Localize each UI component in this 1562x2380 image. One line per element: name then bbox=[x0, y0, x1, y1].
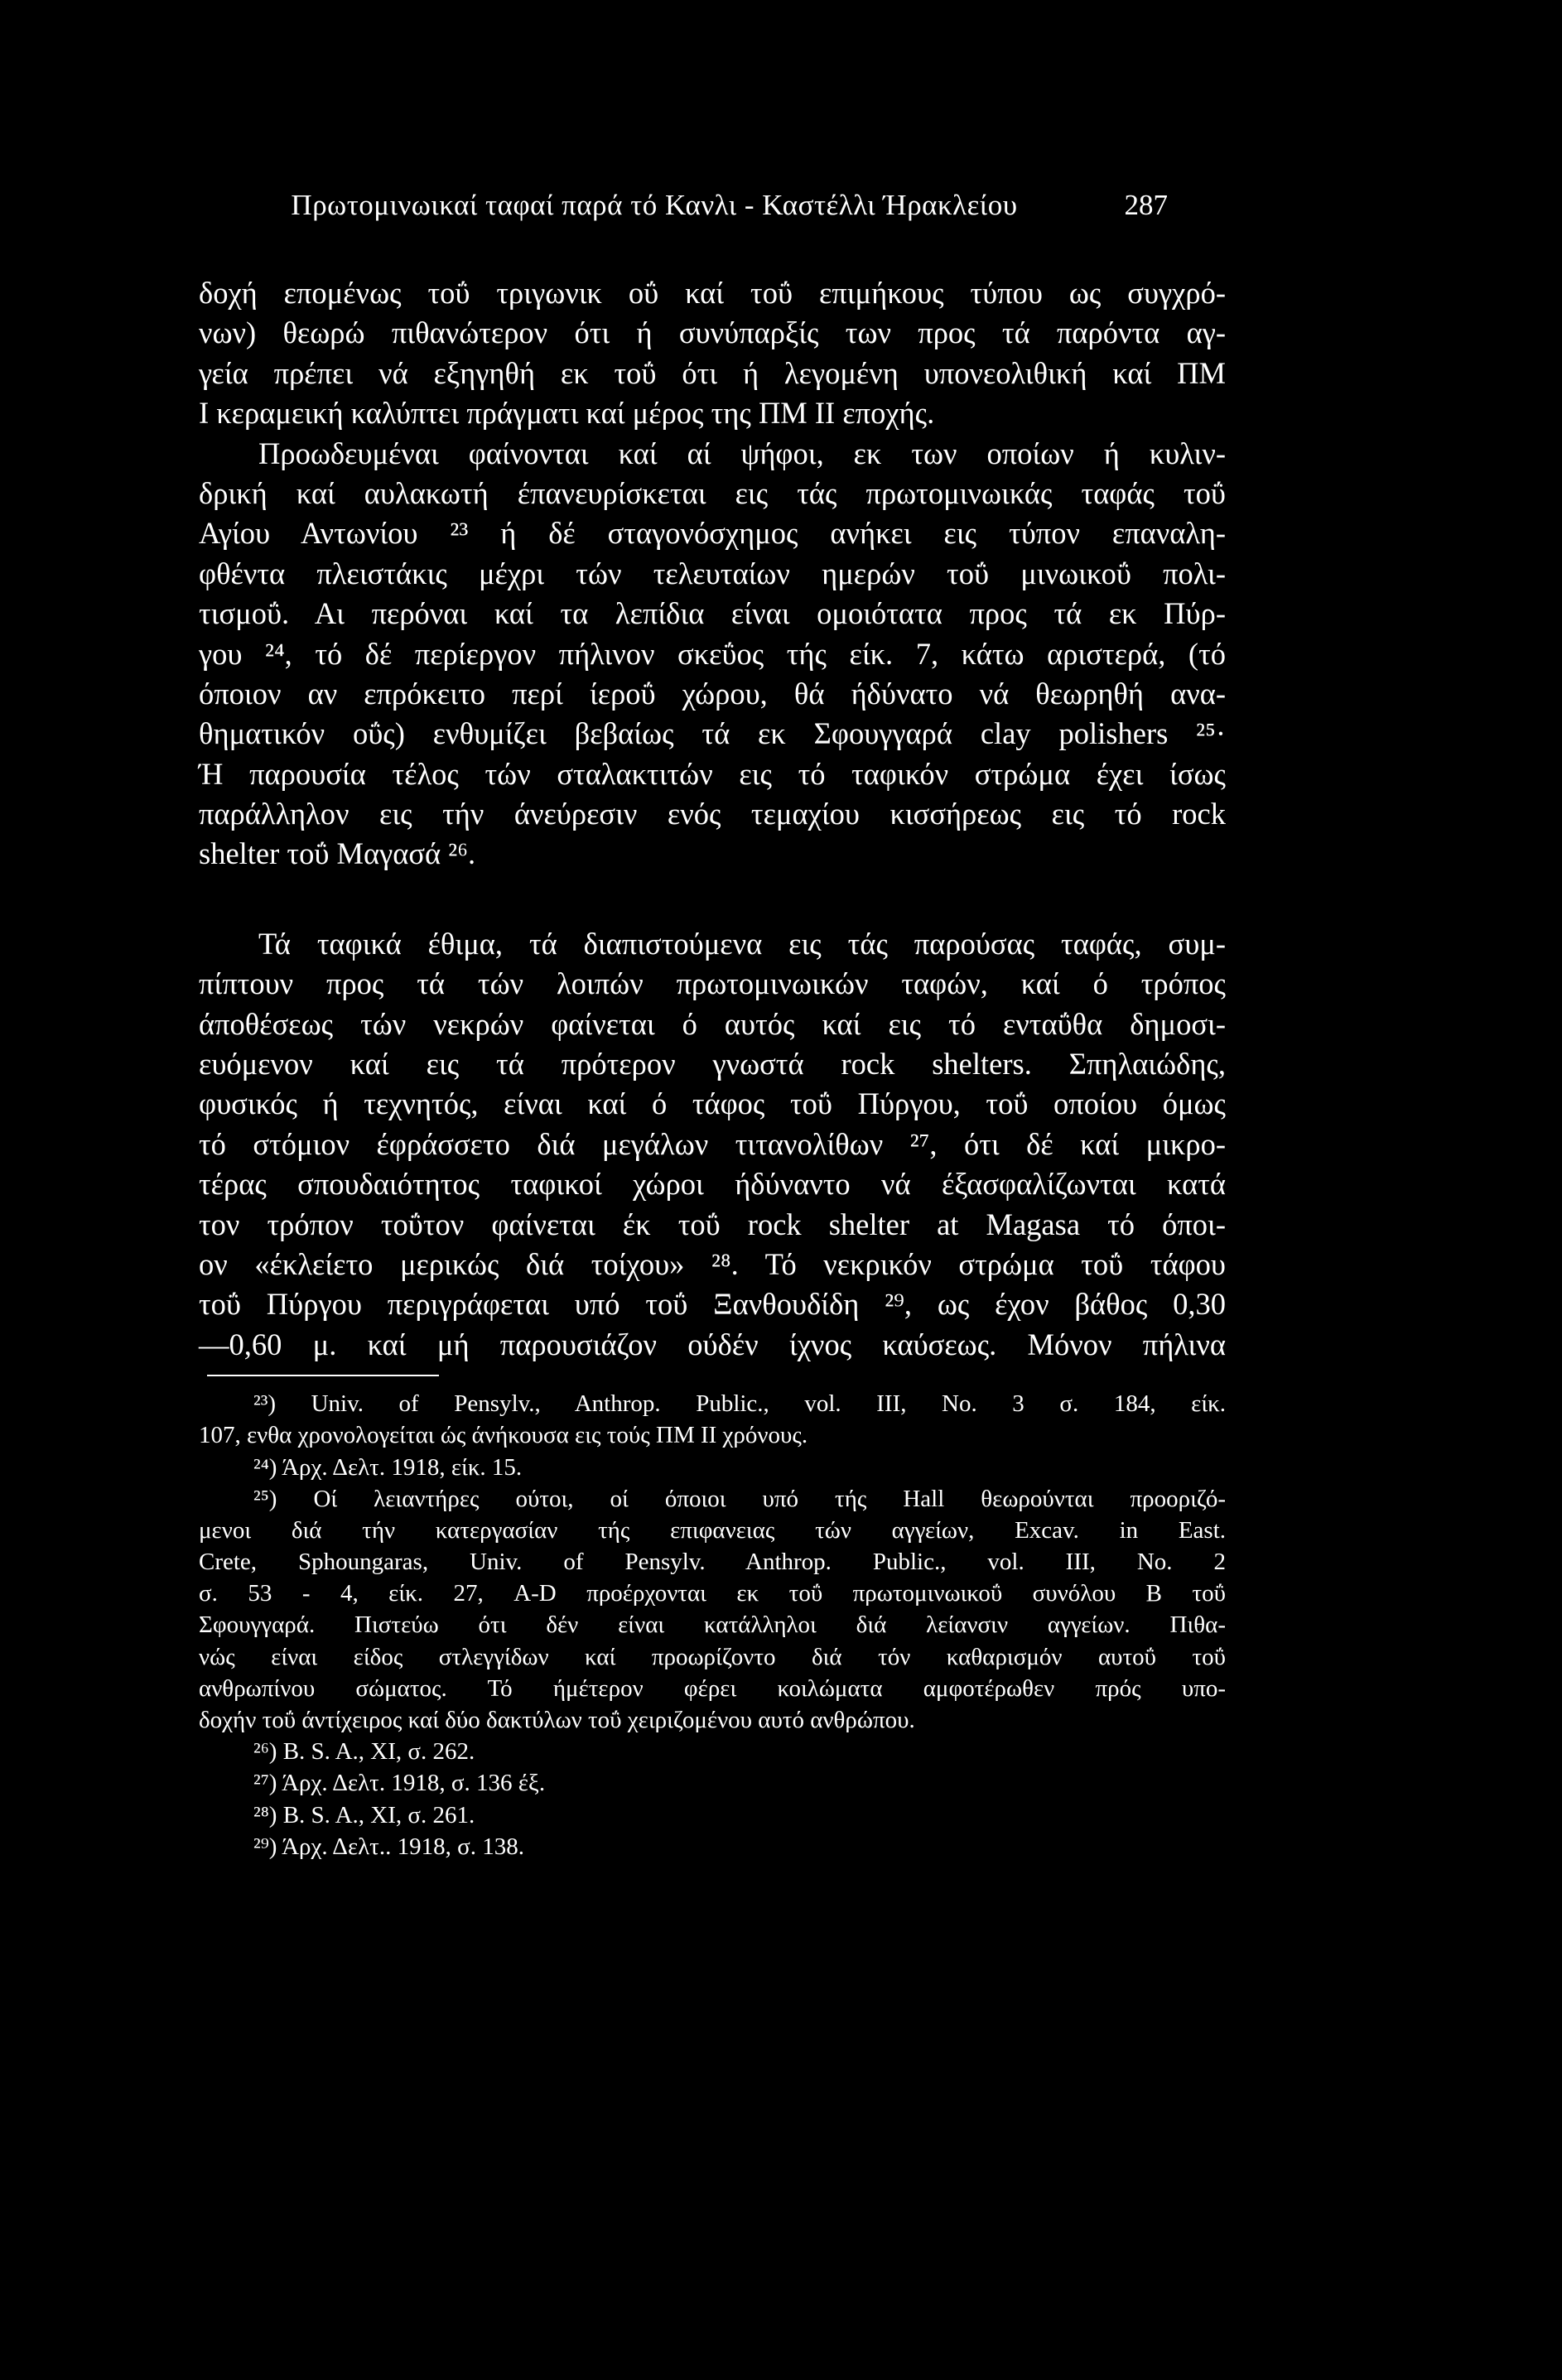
footnote-line: Crete, Sphoungaras, Univ. of Pensylv. Anthrop. Public., vol. III, No. 2 bbox=[199, 1549, 1226, 1576]
text-line: Τά ταφικά έθιμα, τά διαπιστούμενα εις τάς παρούσας ταφάς, συμ- bbox=[258, 926, 1226, 961]
footnote-line: ²⁴) Άρχ. Δελτ. 1918, είκ. 15. bbox=[253, 1453, 523, 1481]
text-line: φυσικός ή τεχνητός, είναι καί ό τάφος τοΰ Πύργου, τοΰ οποίου όμως bbox=[199, 1086, 1226, 1121]
paragraph-gap bbox=[199, 874, 1226, 924]
footnote-line: ²⁸) B. S. A., XI, σ. 261. bbox=[253, 1801, 475, 1828]
footnote-line: νώς είναι είδος στλεγγίδων καί προωρίζοντο διά τόν καθαρισμόν αυτοΰ τοΰ bbox=[199, 1643, 1226, 1670]
text-line: τοΰ Πύργου περιγράφεται υπό τοΰ Ξανθουδίδη ²⁹, ως έχον βάθος 0,30 bbox=[199, 1287, 1226, 1322]
footnotes bbox=[199, 1388, 1226, 1862]
footnote-line: ανθρωπίνου σώματος. Τό ήμέτερον φέρει κοιλώματα αμφοτέρωθεν πρός υπο- bbox=[199, 1674, 1226, 1702]
text-line: ευόμενον καί εις τά πρότερον γνωστά rock shelters. Σπηλαιώδης, bbox=[199, 1047, 1226, 1082]
text-line: παράλληλον εις τήν άνεύρεσιν ενός τεμαχίου κισσήρεως εις τό rock bbox=[199, 797, 1226, 831]
text-line: νων) θεωρώ πιθανώτερον ότι ή συνύπαρξίς των προς τά παρόντα αγ- bbox=[199, 316, 1226, 350]
footnote-line: ²³) Univ. of Pensylv., Anthrop. Public., vol. III, No. 3 σ. 184, είκ. bbox=[253, 1390, 1226, 1418]
text-line: τον τρόπον τοΰτον φαίνεται έκ τοΰ rock shelter at Magasa τό όποι- bbox=[199, 1207, 1226, 1241]
text-line: Ι κεραμεική καλύπτει πράγματι καί μέρος της ΠΜ II εποχής. bbox=[199, 396, 935, 431]
footnote-line: Σφουγγαρά. Πιστεύω ότι δέν είναι κατάλληλοι διά λείανσιν αγγείων. Πιθα- bbox=[199, 1612, 1226, 1639]
text-line: shelter τοΰ Μαγασά ²⁶. bbox=[199, 836, 476, 871]
text-line: ον «έκλείετο μερικώς διά τοίχου» ²⁸. Τό νεκρικόν στρώμα τοΰ τάφου bbox=[199, 1246, 1226, 1281]
text-line: γεία πρέπει νά εξηγηθή εκ τοΰ ότι ή λεγομένη υπονεολιθική καί ΠΜ bbox=[199, 355, 1226, 390]
text-line: Αγίου Αντωνίου ²³ ή δέ σταγονόσχημος ανήκει εις τύπον επαναλη- bbox=[199, 516, 1226, 551]
header-title: Πρωτομινωικαί ταφαί παρά τό Κανλι - Καστέλλι Ήρακλείου bbox=[291, 189, 1018, 221]
text-line: όποιον αν επρόκειτο περί ίεροΰ χώρου, θά ήδύνατο νά θεωρηθή ανα- bbox=[199, 676, 1226, 711]
footnote-line: ²⁶) B. S. A., XI, σ. 262. bbox=[253, 1738, 475, 1766]
footnote-line: 107, ενθα χρονολογείται ώς άνήκουσα εις τούς ΠΜ II χρόνους. bbox=[199, 1422, 808, 1449]
text-line: δρική καί αυλακωτή έπανευρίσκεται εις τάς πρωτομινωικάς ταφάς τοΰ bbox=[199, 475, 1226, 510]
text-line: τισμοΰ. Αι περόναι καί τα λεπίδια είναι ομοιότατα προς τά εκ Πύρ- bbox=[199, 596, 1226, 631]
text-line: τό στόμιον έφράσσετο διά μεγάλων τιτανολίθων ²⁷, ότι δέ καί μικρο- bbox=[199, 1126, 1226, 1161]
footnote-line: ²⁵) Οί λειαντήρες ούτοι, οί όποιοι υπό τής Hall θεωρούνται προοριζό- bbox=[253, 1485, 1226, 1512]
text-line: δοχή επομένως τοΰ τριγωνικ οΰ καί τοΰ επιμήκους τύπου ως συγχρό- bbox=[199, 276, 1226, 310]
running-header bbox=[199, 189, 1168, 230]
footnote-divider bbox=[207, 1375, 439, 1376]
text-line: γου ²⁴, τό δέ περίεργον πήλινον σκεΰος τής είκ. 7, κάτω αριστερά, (τό bbox=[199, 636, 1226, 671]
footnote-line: σ. 53 - 4, είκ. 27, A-D προέρχονται εκ τοΰ πρωτομινωικοΰ συνόλου Β τοΰ bbox=[199, 1580, 1226, 1607]
text-line: άποθέσεως τών νεκρών φαίνεται ό αυτός καί εις τό ενταΰθα δημοσι- bbox=[199, 1006, 1226, 1041]
text-line: Ή παρουσία τέλος τών σταλακτιτών εις τό ταφικόν στρώμα έχει ίσως bbox=[199, 756, 1226, 791]
text-line: πίπτουν προς τά τών λοιπών πρωτομινωικών ταφών, καί ό τρόπος bbox=[199, 966, 1226, 1001]
text-line: θηματικόν οΰς) ενθυμίζει βεβαίως τά εκ Σφουγγαρά clay polishers ²⁵· bbox=[199, 716, 1226, 751]
footnote-line: δοχήν τοΰ άντίχειρος καί δύο δακτύλων τοΰ χειριζομένου αυτό ανθρώπου. bbox=[199, 1707, 915, 1734]
text-line: τέρας σπουδαιότητος ταφικοί χώροι ήδύναντο νά έξασφαλίζωνται κατά bbox=[199, 1167, 1226, 1202]
footnote-line: μενοι διά τήν κατεργασίαν τής επιφανειας τών αγγείων, Excav. in East. bbox=[199, 1516, 1226, 1544]
text-line: —0,60 μ. καί μή παρουσιάζον ούδέν ίχνος καύσεως. Μόνον πήλινα bbox=[199, 1327, 1226, 1361]
text-line: φθέντα πλειστάκις μέχρι τών τελευταίων ημερών τοΰ μινωικοΰ πολι- bbox=[199, 556, 1226, 590]
footnote-line: ²⁹) Άρχ. Δελτ.. 1918, σ. 138. bbox=[253, 1833, 524, 1860]
footnote-line: ²⁷) Άρχ. Δελτ. 1918, σ. 136 έξ. bbox=[253, 1770, 546, 1797]
page-number: 287 bbox=[1124, 189, 1168, 221]
main-text bbox=[199, 273, 1226, 1862]
text-line: Προωδευμέναι φαίνονται καί αί ψήφοι, εκ των οποίων ή κυλιν- bbox=[258, 436, 1226, 470]
